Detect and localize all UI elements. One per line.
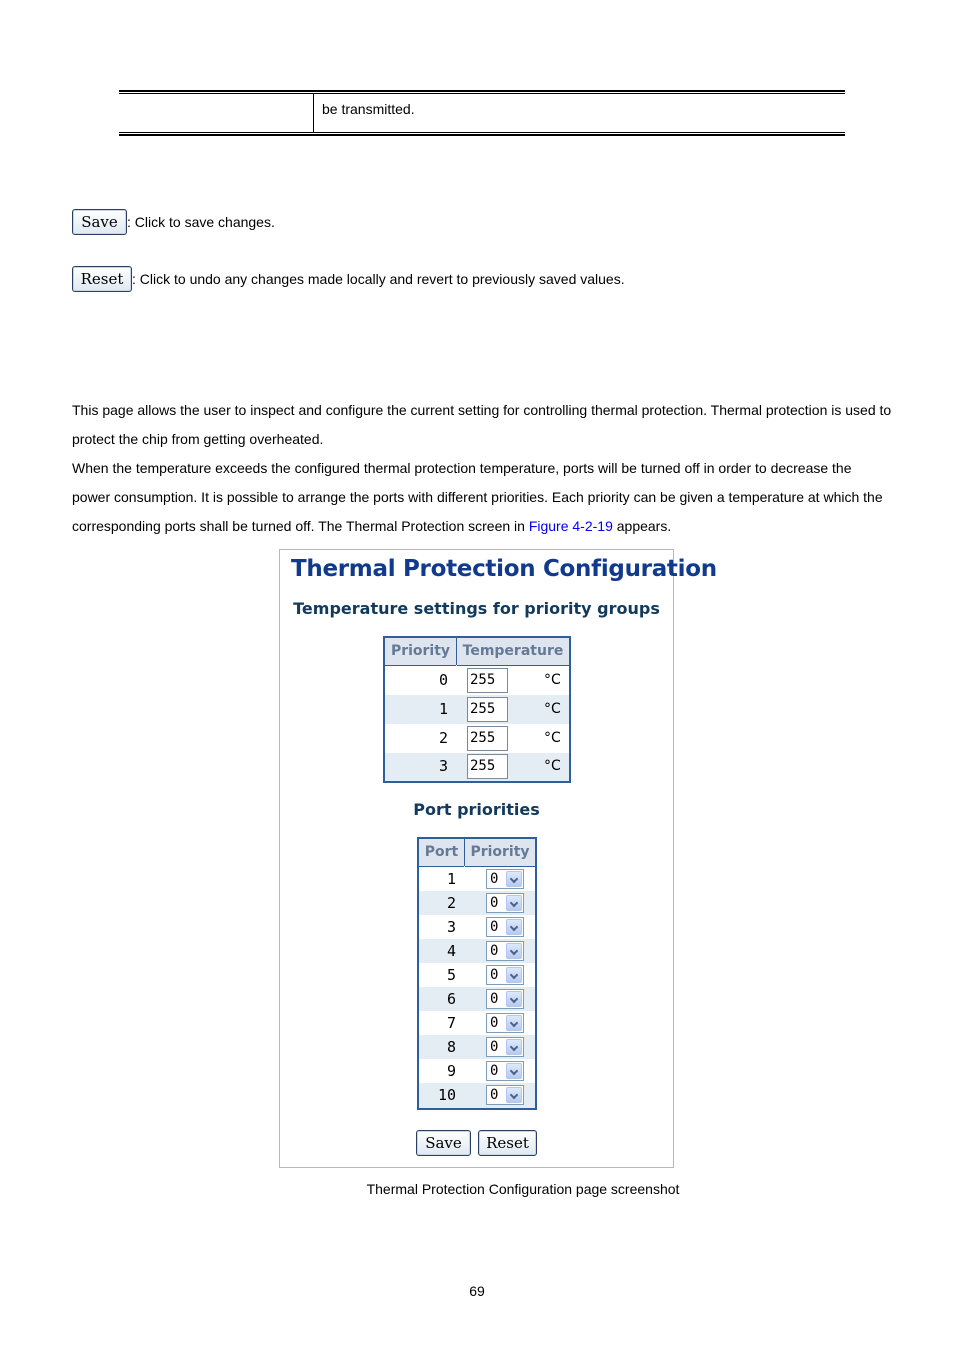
thermal-protection-screenshot — [279, 549, 717, 1168]
temperature-table — [383, 636, 571, 783]
chevron-down-icon[interactable] — [506, 871, 522, 887]
priority-value: 2 — [439, 729, 449, 747]
table-row — [419, 1035, 535, 1059]
priority-selected: 0 — [490, 991, 499, 1007]
chevron-down-icon[interactable] — [506, 967, 522, 983]
table-cell: be transmitted. — [322, 101, 415, 117]
chevron-down-icon[interactable] — [506, 1039, 522, 1055]
chevron-down-icon[interactable] — [506, 991, 522, 1007]
save-help-line — [72, 209, 275, 235]
table-rule — [119, 93, 845, 94]
table-row — [419, 939, 535, 963]
port-number: 2 — [447, 894, 457, 912]
priority-selected: 0 — [490, 1063, 499, 1079]
priority-selected: 0 — [490, 871, 499, 887]
priority-select[interactable] — [486, 941, 524, 961]
table-rule — [119, 134, 845, 136]
table-row — [419, 1011, 535, 1035]
port-number: 9 — [447, 1062, 457, 1080]
port-section-title: Port priorities — [413, 800, 540, 819]
save-help-text: : Click to save changes. — [127, 214, 275, 230]
table-row — [419, 1083, 535, 1108]
table-row — [385, 724, 569, 753]
table-row — [419, 867, 535, 891]
priority-value: 0 — [439, 671, 449, 689]
chevron-down-icon[interactable] — [506, 895, 522, 911]
temperature-input[interactable]: 255 — [467, 668, 508, 693]
priority-select[interactable] — [486, 893, 524, 913]
priority-select[interactable] — [486, 917, 524, 937]
paragraph-text: When the temperature exceeds the configured thermal protection temperature, ports will be turned off in order to decrease the power consumption. It is possible to arrange the ports with different priorities. Each priority can be given a temperature at which the corresponding ports shall be turned off. The Thermal Protection screen in — [72, 460, 883, 534]
priority-selected: 0 — [490, 1015, 499, 1031]
priority-select[interactable] — [486, 1037, 524, 1057]
port-number: 5 — [447, 966, 457, 984]
port-priority-table — [417, 837, 537, 1110]
column-header-priority: Priority — [385, 638, 456, 666]
table-row — [385, 753, 569, 781]
temperature-input[interactable]: 255 — [467, 697, 508, 722]
priority-select[interactable] — [486, 989, 524, 1009]
table-rule — [119, 132, 845, 133]
priority-selected: 0 — [490, 919, 499, 935]
figure-caption: Thermal Protection Configuration page screenshot — [366, 1181, 680, 1197]
chevron-down-icon[interactable] — [506, 1015, 522, 1031]
port-number: 3 — [447, 918, 457, 936]
column-header-port: Port — [419, 839, 464, 867]
port-number: 1 — [447, 870, 457, 888]
temperature-unit: °C — [544, 758, 561, 774]
temperature-section-title: Temperature settings for priority groups — [293, 599, 660, 618]
table-row — [385, 666, 569, 695]
port-number: 10 — [438, 1086, 457, 1104]
priority-selected: 0 — [490, 1087, 499, 1103]
priority-select[interactable] — [486, 1061, 524, 1081]
table-row — [419, 963, 535, 987]
priority-select[interactable] — [486, 1085, 524, 1105]
temperature-unit: °C — [544, 730, 561, 746]
priority-selected: 0 — [490, 1039, 499, 1055]
figure-link[interactable]: Figure 4-2-19 — [528, 518, 613, 534]
chevron-down-icon[interactable] — [506, 1087, 522, 1103]
page-number: 69 — [469, 1283, 485, 1299]
paragraph-text: appears. — [612, 518, 672, 534]
continuation-table — [119, 90, 845, 136]
table-rule — [119, 90, 845, 92]
reset-help-text: : Click to undo any changes made locally and revert to previously saved values. — [132, 271, 625, 287]
table-row — [419, 1059, 535, 1083]
description-paragraph — [72, 454, 892, 541]
port-number: 8 — [447, 1038, 457, 1056]
temperature-input[interactable]: 255 — [467, 754, 508, 779]
table-column-divider — [313, 93, 314, 133]
port-number: 7 — [447, 1014, 457, 1032]
priority-selected: 0 — [490, 895, 499, 911]
table-row — [419, 891, 535, 915]
page-title: Thermal Protection Configuration — [291, 556, 717, 582]
port-number: 6 — [447, 990, 457, 1008]
temperature-input[interactable]: 255 — [467, 726, 508, 751]
chevron-down-icon[interactable] — [506, 1063, 522, 1079]
column-header-priority: Priority — [465, 839, 535, 867]
chevron-down-icon[interactable] — [506, 919, 522, 935]
priority-select[interactable] — [486, 965, 524, 985]
reset-help-line — [72, 266, 625, 292]
priority-select[interactable] — [486, 869, 524, 889]
column-header-temperature: Temperature — [457, 638, 569, 666]
table-row — [385, 695, 569, 724]
priority-selected: 0 — [490, 943, 499, 959]
port-number: 4 — [447, 942, 457, 960]
reset-button-image: Reset — [72, 266, 132, 292]
temperature-unit: °C — [544, 701, 561, 717]
priority-selected: 0 — [490, 967, 499, 983]
priority-value: 3 — [439, 757, 449, 775]
save-button[interactable]: Save — [416, 1130, 471, 1156]
chevron-down-icon[interactable] — [506, 943, 522, 959]
table-row — [419, 987, 535, 1011]
intro-paragraph: This page allows the user to inspect and configure the current setting for controlling thermal protection. Thermal protection is used to protect the chip from getting overheated. — [72, 402, 892, 447]
priority-value: 1 — [439, 700, 449, 718]
reset-button[interactable]: Reset — [478, 1130, 537, 1156]
table-row — [419, 915, 535, 939]
temperature-unit: °C — [544, 672, 561, 688]
save-button-image: Save — [72, 209, 127, 235]
priority-select[interactable] — [486, 1013, 524, 1033]
